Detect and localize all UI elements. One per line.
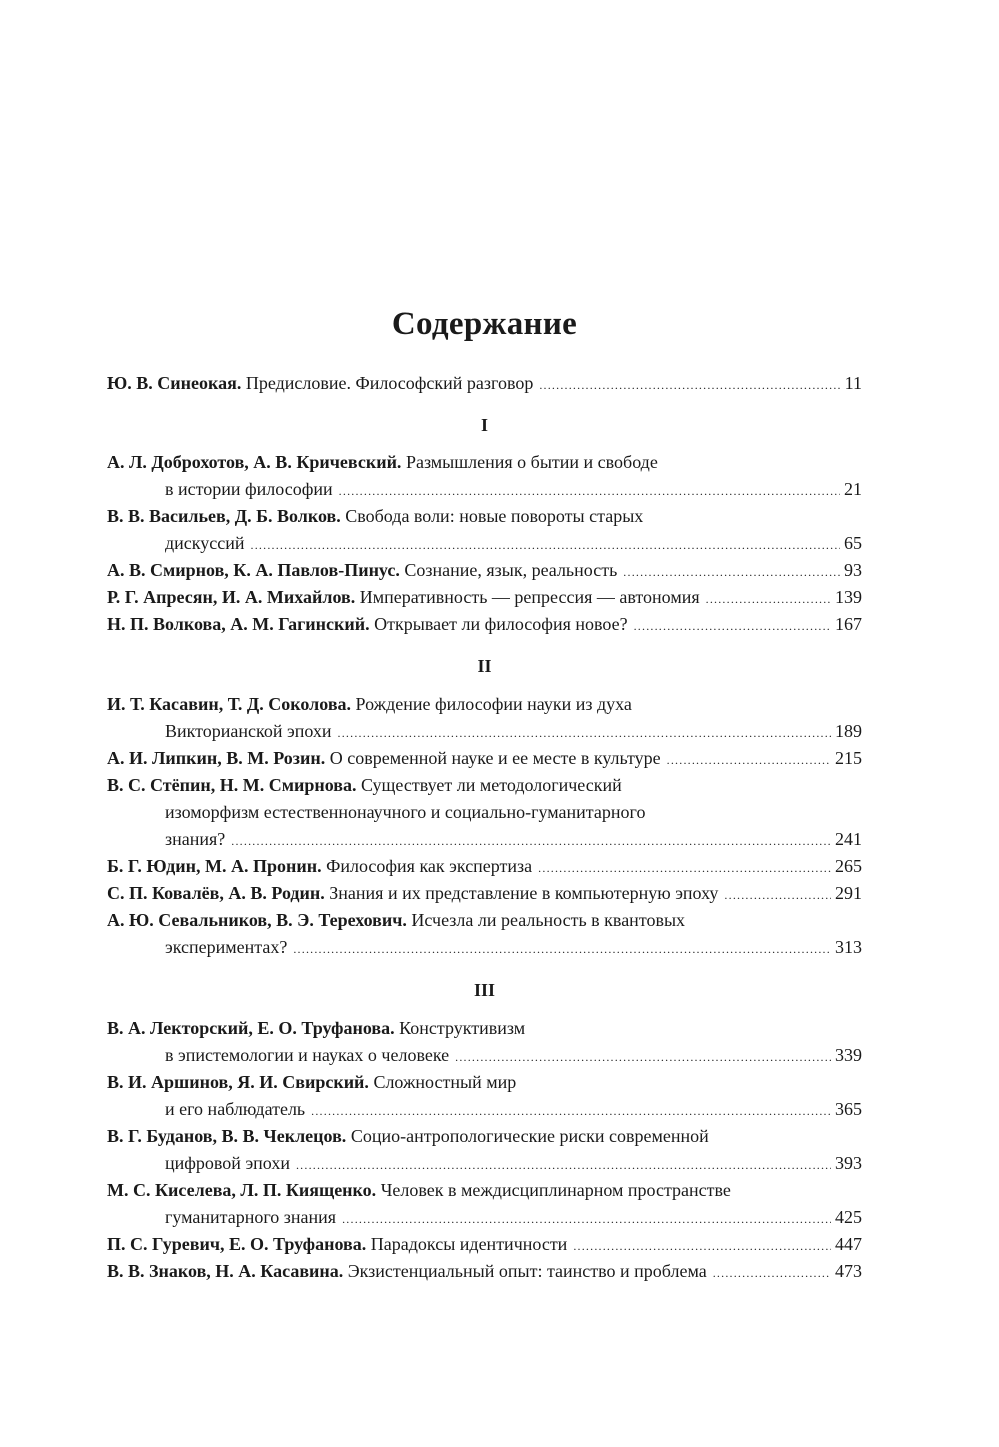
toc-entry [107,1231,862,1258]
dot-leader [311,1098,831,1125]
entry-authors: В. В. Васильев, Д. Б. Волков. [107,506,341,526]
entry-title: Существует ли методологический [361,775,622,795]
entry-title: Философия как экспертиза [326,856,533,876]
toc-entry [107,880,862,907]
entry-title-continuation: в эпистемологии и науках о человеке [165,1045,450,1065]
toc-entry [107,449,862,503]
page-number: 313 [835,937,862,957]
toc-entry [107,1015,862,1069]
page-number: 265 [835,856,862,876]
dot-leader [338,720,831,747]
entry-authors: Б. Г. Юдин, М. А. Пронин. [107,856,322,876]
page-number: 65 [844,533,862,553]
entry-title: Конструктивизм [399,1018,526,1038]
page-number: 425 [835,1207,862,1227]
dot-leader [539,372,840,399]
dot-leader [667,747,831,774]
entry-title: Размышления о бытии и свободе [405,452,658,472]
entry-title: Парадоксы идентичности [370,1234,568,1254]
toc-entry [107,1123,862,1177]
entry-title: Рождение философии науки из духа [355,694,632,714]
entry-authors: Р. Г. Апресян, И. А. Михайлов. [107,587,356,607]
table-of-contents [107,298,862,1285]
page-number: 93 [844,560,862,580]
entry-title: Предисловие. Философский разговор [245,373,534,393]
entry-authors: В. Г. Буданов, В. В. Чеклецов. [107,1126,347,1146]
page-number: 21 [844,479,862,499]
entry-title-continuation: Викторианской эпохи [165,721,332,741]
entry-authors: Н. П. Волкова, А. М. Гагинский. [107,614,370,634]
entry-authors: В. В. Знаков, Н. А. Касавина. [107,1261,344,1281]
entry-title-continuation: в истории философии [165,479,333,499]
entry-title: Социо-антропологические риски современной [350,1126,709,1146]
section-heading-2: II [477,656,492,676]
entry-authors: П. С. Гуревич, Е. О. Труфанова. [107,1234,367,1254]
entry-authors: И. Т. Касавин, Т. Д. Соколова. [107,694,352,714]
page-number: 167 [835,614,862,634]
entry-title-continuation: гуманитарного знания [165,1207,337,1227]
toc-entry [107,907,862,961]
dot-leader [634,613,831,640]
toc-entry [107,1177,862,1231]
dot-leader [724,882,831,909]
toc-entry [107,557,862,584]
toc-entry [107,745,862,772]
toc-entry [107,691,862,745]
section-3 [107,1015,862,1285]
entry-authors: В. С. Стёпин, Н. М. Смирнова. [107,775,357,795]
page-number: 393 [835,1153,862,1173]
toc-entry-preface [107,370,862,397]
page-number: 447 [835,1234,862,1254]
toc-line [107,370,862,397]
entry-authors: Ю. В. Синеокая. [107,373,242,393]
dot-leader [713,1260,831,1287]
entry-title: Экзистенциальный опыт: таинство и проблема [347,1261,707,1281]
section-heading-1: I [480,415,488,435]
entry-title: Императивность — репрессия — автономия [359,587,700,607]
toc-entry [107,611,862,638]
page-number: 189 [835,721,862,741]
page-number: 139 [835,587,862,607]
entry-title: Открывает ли философия новое? [374,614,628,634]
toc-entry [107,853,862,880]
dot-leader [455,1044,831,1071]
dot-leader [293,936,831,963]
entry-title: Сложностный мир [373,1072,517,1092]
page-number: 473 [835,1261,862,1281]
entry-title-continuation: цифровой эпохи [165,1153,290,1173]
toc-entry [107,584,862,611]
dot-leader [706,586,831,613]
entry-authors: С. П. Ковалёв, А. В. Родин. [107,883,325,903]
entry-authors: В. А. Лекторский, Е. О. Труфанова. [107,1018,395,1038]
dot-leader [342,1206,831,1233]
section-1 [107,449,862,638]
page-title: Содержание [391,306,578,342]
toc-entry [107,1258,862,1285]
dot-leader [339,478,840,505]
dot-leader [296,1152,831,1179]
dot-leader [538,855,831,882]
dot-leader [573,1233,831,1260]
entry-title-continuation: и его наблюдатель [165,1099,306,1119]
entry-authors: В. И. Аршинов, Я. И. Свирский. [107,1072,369,1092]
entry-authors: А. Ю. Севальников, В. Э. Терехович. [107,910,407,930]
entry-authors: М. С. Киселева, Л. П. Киященко. [107,1180,377,1200]
dot-leader [623,559,840,586]
section-2 [107,691,862,961]
entry-title-continuation: экспериментах? [165,937,288,957]
entry-title-continuation: дискуссий [165,533,245,553]
page-number: 241 [835,829,862,849]
page-number: 291 [835,883,862,903]
dot-leader [251,532,840,559]
entry-authors: А. Л. Доброхотов, А. В. Кричевский. [107,452,402,472]
entry-title-continuation: изоморфизм естественнонаучного и социально-гуманитарного [165,802,646,822]
toc-entry [107,503,862,557]
page-number: 339 [835,1045,862,1065]
entry-title-continuation: знания? [165,829,226,849]
entry-authors: А. И. Липкин, В. М. Розин. [107,748,326,768]
entry-authors: А. В. Смирнов, К. А. Павлов-Пинус. [107,560,400,580]
page-number: 11 [844,373,862,393]
toc-entry [107,1069,862,1123]
entry-title: Исчезла ли реальность в квантовых [411,910,686,930]
entry-title: Знания и их представление в компьютерную эпоху [329,883,719,903]
toc-entry [107,772,862,853]
entry-title: Сознание, язык, реальность [404,560,618,580]
section-heading-3: III [473,980,495,1000]
dot-leader [231,828,831,855]
page-number: 365 [835,1099,862,1119]
entry-title: Человек в междисциплинарном пространстве [380,1180,731,1200]
page-number: 215 [835,748,862,768]
entry-title: Свобода воли: новые повороты старых [345,506,644,526]
entry-title: О современной науке и ее месте в культуре [329,748,661,768]
